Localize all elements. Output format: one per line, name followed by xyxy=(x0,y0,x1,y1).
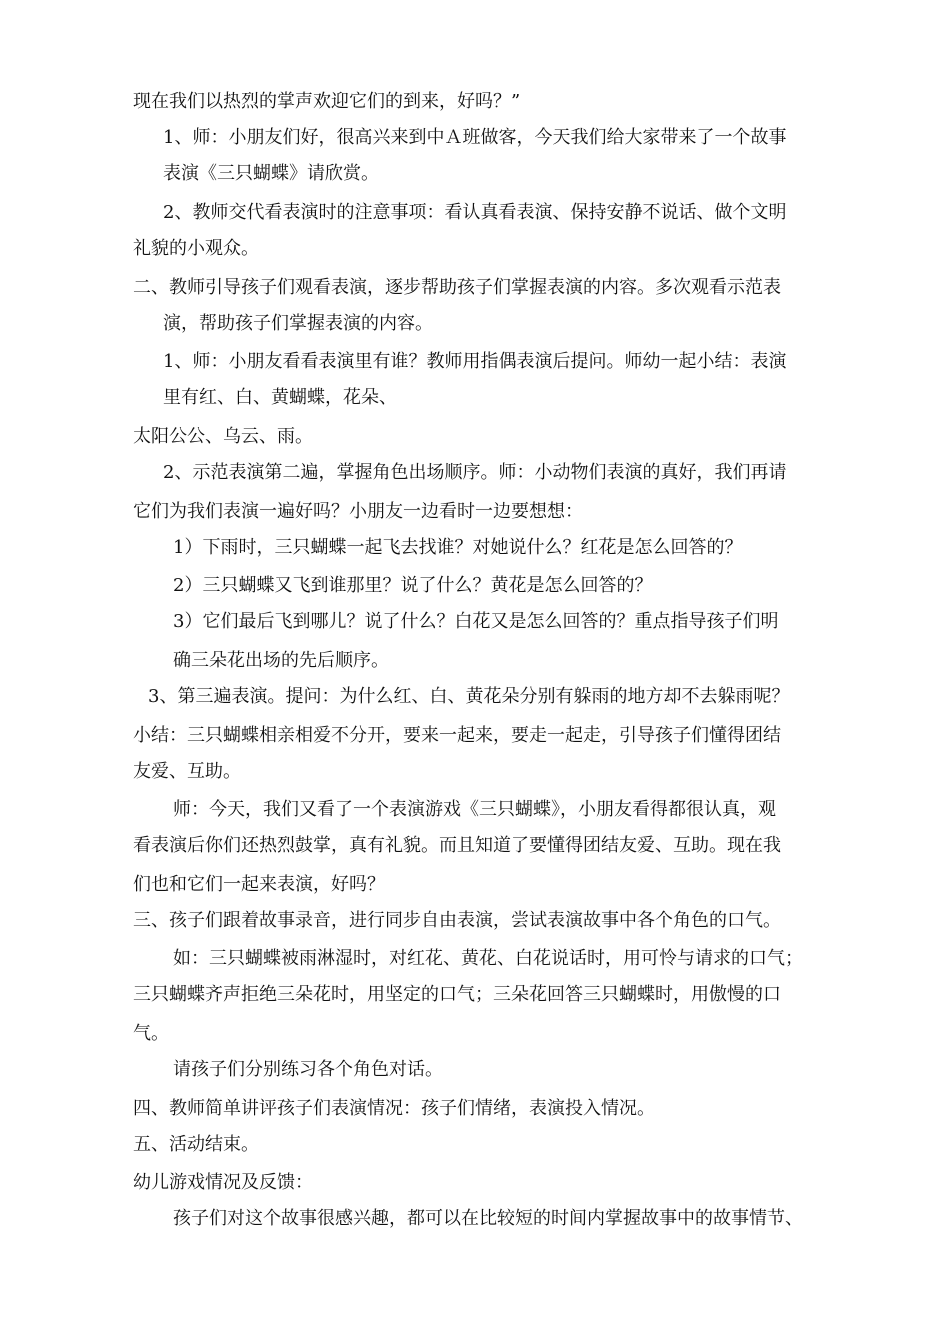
text-line: 现在我们以热烈的掌声欢迎它们的到来，好吗？” xyxy=(133,91,521,112)
text-line: 如：三只蝴蝶被雨淋湿时，对红花、黄花、白花说话时，用可怜与请求的口气； xyxy=(173,948,803,969)
text-line: 孩子们对这个故事很感兴趣，都可以在比较短的时间内掌握故事中的故事情节、 xyxy=(173,1208,803,1229)
text-line: 看表演后你们还热烈鼓掌，真有礼貌。而且知道了要懂得团结友爱、互助。现在我 xyxy=(133,835,781,856)
text-line: 1、师：小朋友们好，很高兴来到中Ａ班做客，今天我们给大家带来了一个故事 xyxy=(163,127,787,148)
text-line: 确三朵花出场的先后顺序。 xyxy=(173,650,389,671)
text-line: 里有红、白、黄蝴蝶，花朵、 xyxy=(163,387,397,408)
text-line: 五、活动结束。 xyxy=(133,1134,259,1155)
text-line: 演，帮助孩子们掌握表演的内容。 xyxy=(163,313,433,334)
text-line: 友爱、互助。 xyxy=(133,761,241,782)
text-line: 2、示范表演第二遍，掌握角色出场顺序。师：小动物们表演的真好，我们再请 xyxy=(163,462,787,483)
text-line: 们也和它们一起来表演，好吗？ xyxy=(133,874,385,895)
text-line: 3、第三遍表演。提问：为什么红、白、黄花朵分别有躲雨的地方却不去躲雨呢？ xyxy=(148,686,790,707)
text-line: 四、教师简单讲评孩子们表演情况：孩子们情绪，表演投入情况。 xyxy=(133,1098,655,1119)
text-line: 师：今天，我们又看了一个表演游戏《三只蝴蝶》，小朋友看得都很认真，观 xyxy=(173,799,776,820)
text-line: 小结：三只蝴蝶相亲相爱不分开，要来一起来，要走一起走，引导孩子们懂得团结 xyxy=(133,725,781,746)
text-line: 礼貌的小观众。 xyxy=(133,238,259,259)
text-line: 请孩子们分别练习各个角色对话。 xyxy=(173,1059,443,1080)
text-line: 二、教师引导孩子们观看表演，逐步帮助孩子们掌握表演的内容。多次观看示范表 xyxy=(133,277,781,298)
text-line: 2、教师交代看表演时的注意事项：看认真看表演、保持安静不说话、做个文明 xyxy=(163,202,787,223)
text-line: 气。 xyxy=(133,1023,169,1044)
text-line: 三只蝴蝶齐声拒绝三朵花时，用坚定的口气；三朵花回答三只蝴蝶时，用傲慢的口 xyxy=(133,984,781,1005)
text-line: 1、师：小朋友看看表演里有谁？教师用指偶表演后提问。师幼一起小结：表演 xyxy=(163,351,787,372)
text-line: 3）它们最后飞到哪儿？说了什么？白花又是怎么回答的？重点指导孩子们明 xyxy=(173,611,779,632)
text-line: 三、孩子们跟着故事录音，进行同步自由表演，尝试表演故事中各个角色的口气。 xyxy=(133,910,781,931)
text-line: 1）下雨时，三只蝴蝶一起飞去找谁？对她说什么？红花是怎么回答的？ xyxy=(173,537,743,558)
text-line: 太阳公公、乌云、雨。 xyxy=(133,426,313,447)
text-line: 表演《三只蝴蝶》请欣赏。 xyxy=(163,163,379,184)
text-line: 幼儿游戏情况及反馈： xyxy=(133,1172,313,1193)
text-line: 它们为我们表演一遍好吗？小朋友一边看时一边要想想： xyxy=(133,501,583,522)
text-line: 2）三只蝴蝶又飞到谁那里？说了什么？黄花是怎么回答的？ xyxy=(173,575,653,596)
